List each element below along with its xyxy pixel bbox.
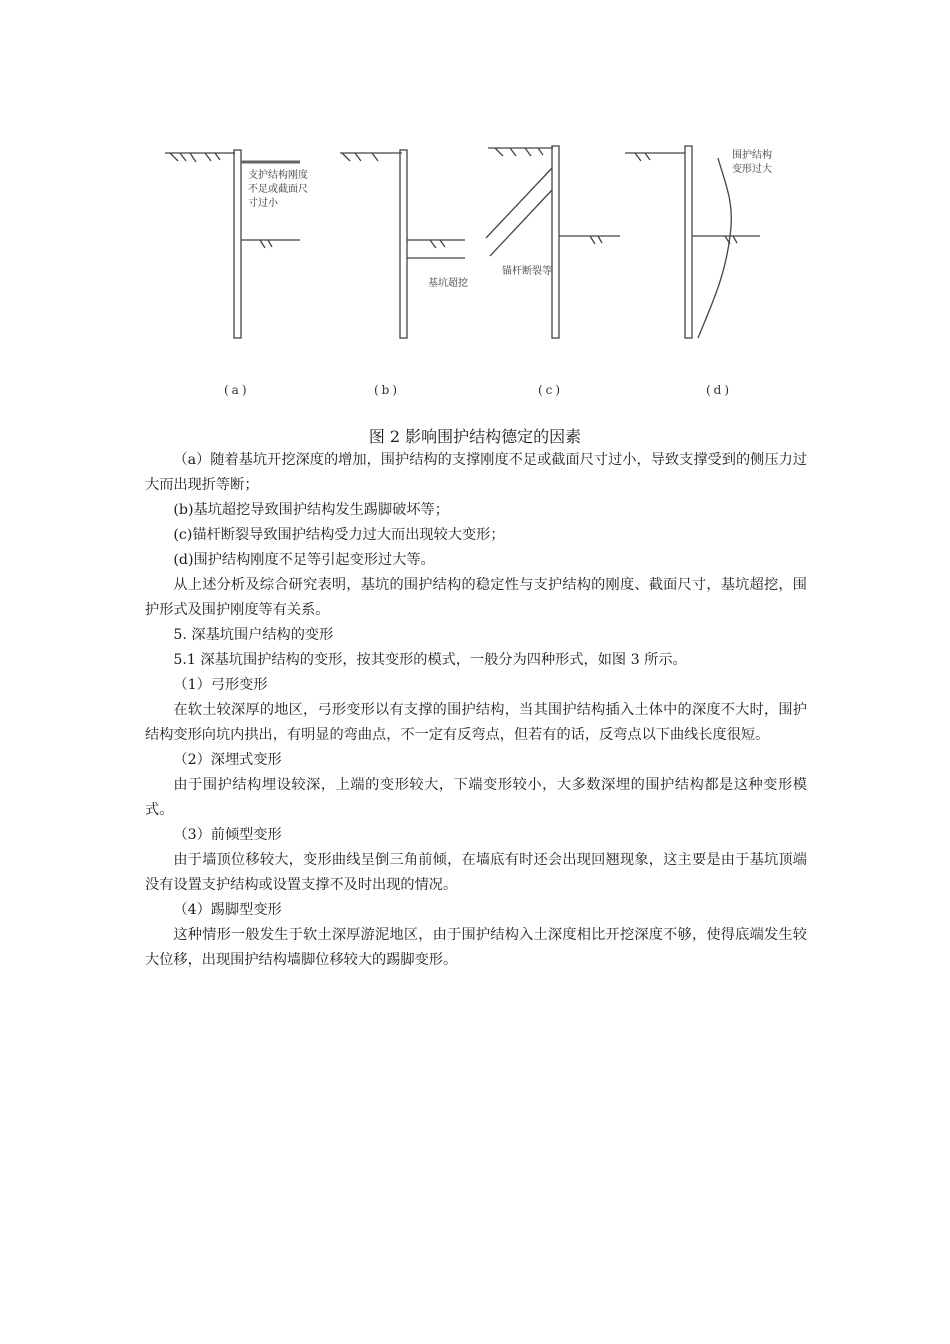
figure-2-diagram (150, 128, 800, 418)
paragraph-a: （a）随着基坑开挖深度的增加，围护结构的支撑刚度不足或截面尺寸过小，导致支撑受到的侧压力过大而出现折等断； (145, 452, 807, 493)
section-heading-5: 5. 深基坑围户结构的变形 (173, 627, 334, 643)
figure-caption: 图 2 影响围护结构德定的因素 (368, 427, 582, 446)
annotation-b: 基坑超挖 (428, 278, 468, 289)
annotation-a-line2: 不足或截面尺 (248, 184, 308, 195)
annotation-d-line2: 变形过大 (732, 164, 772, 175)
subheading-3: （3）前倾型变形 (173, 827, 282, 843)
paragraph-bow: 在软土较深厚的地区，弓形变形以有支撑的围护结构，当其围护结构插入土体中的深度不大时，围护结构变形向坑内拱出，有明显的弯曲点，不一定有反弯点，但若有的话，反弯点以下曲线长度很短。 (145, 702, 807, 743)
paragraph-deep: 由于围护结构埋设较深，上端的变形较大，下端变形较小，大多数深埋的围护结构都是这种变形模式。 (145, 777, 807, 818)
annotation-c: 锚杆断裂等 (502, 266, 552, 277)
subheading-4: （4）踢脚型变形 (173, 902, 282, 918)
panel-label-a: (a) (224, 383, 250, 397)
paragraph-5-1: 5.1 深基坑围护结构的变形，按其变形的模式，一般分为四种形式，如图 3 所示。 (173, 652, 687, 668)
figure-2 (150, 128, 800, 418)
panel-c (486, 146, 620, 338)
paragraph-summary: 从上述分析及综合研究表明，基坑的围护结构的稳定性与支护结构的刚度、截面尺寸，基坑超挖，围护形式及围护刚度等有关系。 (145, 577, 807, 618)
panel-label-c: (c) (538, 383, 564, 397)
body-text (145, 448, 807, 973)
annotation-a-line1: 支护结构刚度 (248, 170, 308, 181)
paragraph-forward: 由于墙顶位移较大，变形曲线呈倒三角前倾，在墙底有时还会出现回翘现象，这主要是由于基坑顶端没有设置支护结构或设置支撑不及时出现的情况。 (145, 852, 807, 893)
paragraph-d: (d)围护结构刚度不足等引起变形过大等。 (173, 552, 435, 568)
annotation-d-line1: 围护结构 (732, 150, 772, 161)
annotation-a-line3: 寸过小 (248, 198, 278, 209)
panel-label-b: (b) (374, 383, 401, 397)
paragraph-b: (b)基坑超挖导致围护结构发生踢脚破坏等； (173, 502, 449, 518)
panel-b (340, 150, 465, 338)
panel-label-d: (d) (706, 383, 733, 397)
subheading-1: （1）弓形变形 (173, 677, 268, 693)
subheading-2: （2）深埋式变形 (173, 752, 282, 768)
paragraph-c: (c)锚杆断裂导致围护结构受力过大而出现较大变形； (173, 527, 505, 543)
paragraph-kick: 这种情形一般发生于软土深厚游泥地区，由于围护结构入土深度相比开挖深度不够，使得底端发生较大位移，出现围护结构墙脚位移较大的踢脚变形。 (145, 927, 807, 968)
